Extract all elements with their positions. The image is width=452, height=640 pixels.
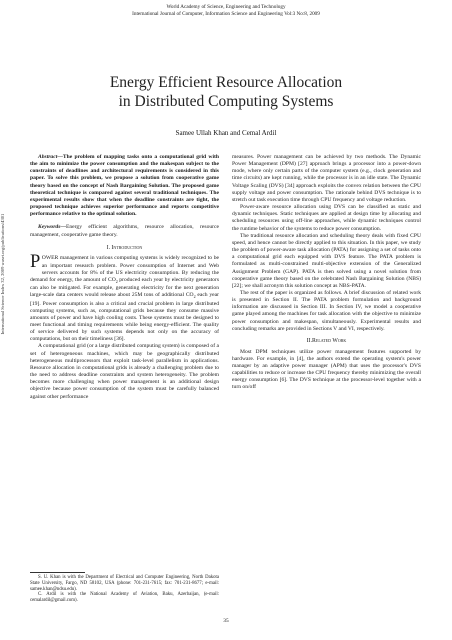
title-line-1: Energy Efficient Resource Allocation bbox=[109, 74, 343, 91]
footnote-2: C. Ardil is with the National Academy of Aviation, Baku, Azerbaijan, (e-mail: cemalardil@gmail.com). bbox=[30, 592, 219, 604]
keywords-label: Keywords bbox=[38, 224, 61, 231]
intro-paragraph-2: A computational grid (or a large distributed computing system) is composed of a set of heterogeneous machines, which may be geographically distributed heterogeneous multiprocessors that exploit task-level parallelism in applications. Resource allocation in computational grids is already a challenging problem due to the need to address deadline constraints and system heterogeneity. The problem becomes more challenging when power management is an additional design objective because power consumption of the system must be carefully balanced against other performance bbox=[30, 343, 219, 400]
keywords-text: Energy efficient algorithms, resource allocation, resource management, cooperative game theory. bbox=[30, 224, 219, 238]
footnote-1: S. U. Khan is with the Department of Electrical and Computer Engineering, North Dakota State University, Fargo, ND 58102, USA (phone: 701-231-7615; fax: 701-231-8677; e-mail: samee.khan@ndsu.edu). bbox=[30, 575, 219, 592]
abstract-label: Abstract bbox=[38, 154, 58, 160]
header-line-1: World Academy of Science, Engineering and Technology bbox=[166, 4, 286, 10]
section-heading-related-work: II.Related Work bbox=[306, 337, 347, 344]
right-column bbox=[232, 154, 421, 392]
keywords: Keywords—Energy efficient algorithms, resource allocation, resource management, cooperative game theory. bbox=[30, 224, 219, 238]
abstract: Abstract—The problem of mapping tasks onto a computational grid with the aim to minimize the power consumption and the makespan subject to the constraints of deadlines and architectural requirements is considered in this paper. To solve this problem, we propose a solution from cooperative game theory based on the concept of Nash Bargaining Solution. The proposed game theoretical technique is compared against several traditional techniques. The experimental results show that when the deadline constraints are tight, the proposed technique achieves superior performance and reports competitive performance relative to the optimal solution. bbox=[30, 154, 219, 218]
right-paragraph-2: Power-aware resource allocation using DVS can be classified as static and dynamic techniques. Static techniques are applied at design time by allocating and scheduling resources using off-line approaches, while dynamic techniques control the runtime behavior of the systems to reduce power consumption. bbox=[232, 204, 421, 232]
drop-cap: P bbox=[30, 252, 41, 273]
abstract-text: The problem of mapping tasks onto a computational grid with the aim to minimize the power consumption and the makespan subject to the constraints of deadlines and architectural requirements is considered in this paper. To solve this problem, we propose a solution from cooperative game theory based on the concept of Nash Bargaining Solution. The proposed game theoretical technique is compared against several traditional techniques. The experimental results show that when the deadline constraints are tight, the proposed technique achieves superior performance and reports competitive performance relative to the optimal solution. bbox=[30, 154, 219, 218]
journal-header bbox=[0, 4, 452, 18]
sidebar-index: International Science Index 32, 2009 waset.org/publications/4301 bbox=[0, 213, 5, 335]
right-paragraph-1: measures. Power management can be achieved by two methods. The Dynamic Power Management (DPM) [27] approach brings a processor into a power-down mode, where only certain parts of the computer system (e.g., clock generation and time circuits) are kept running, while the processor is in an idle state. The Dynamic Voltage Scaling (DVS) [34] approach exploits the convex relation between the CPU supply voltage and power consumption. The rationale behind DVS technique is to stretch out task execution time through CPU frequency and voltage reduction. bbox=[232, 154, 421, 203]
footnote-rule bbox=[30, 572, 85, 573]
right-paragraph-3: The traditional resource allocation and scheduling theory deals with fixed CPU speed, and hence cannot be directly applied to this situation. In this paper, we study the problem of power-aware task allocation (PATA) for assigning a set of tasks onto a computational grid each equipped with DVS feature. The PATA problem is formulated as multi-constrained multi-objective extension of the Generalized Assignment Problem (GAP). PATA is then solved using a novel solution from cooperative game theory based on the celebrated Nash Bargaining Solution (NBS) [22]; we shall acronym this solution concept as NBS-PATA. bbox=[232, 232, 421, 289]
paper-title bbox=[40, 73, 412, 111]
title-line-2: in Distributed Computing Systems bbox=[118, 93, 334, 110]
intro-paragraph-1: POWER management in various computing systems is widely recognized to be an important research problem. Power consumption of Internet and Web servers accounts for 8% of the US electricity consumption. By reducing the demand for energy, the amount of $CO_2$ produced each year by electricity generators can also be mitigated. For example, generating electricity for the next generation large-scale data centers would release about 25M tons of additional $CO_2$ each year [19]. Power consumption is also a critical and crucial problem in large distributed computing systems, such as, computational grids because they consume massive amounts of power and have high cooling costs. These systems must be designed to meet functional and timing requirements while being energy-efficient. The quality of service delivered by such systems depends not only on the accuracy of computations, but on their timeliness [36]. bbox=[30, 252, 220, 343]
authors: Samee Ullah Khan and Cemal Ardil bbox=[175, 129, 277, 137]
page-number: 35 bbox=[223, 618, 229, 624]
footnotes bbox=[30, 572, 219, 604]
right-paragraph-5: Most DPM techniques utilize power management features supported by hardware. For example, in [4], the authors extend the operating system's power manager by an adaptive power manager (APM) that uses the processor's DVS capabilities to reduce or increase the CPU frequency thereby minimizing the overall energy consumption [6]. The DVS technique at the processor-level together with a turn on/off bbox=[232, 348, 421, 391]
section-heading-introduction: I. Introduction bbox=[106, 244, 143, 251]
right-paragraph-4: The rest of the paper is organized as follows. A brief discussion of related work is presented in Section II. The PATA problem formulation and background information are discussed in Section III. In Section IV, we model a cooperative game played among the machines for task allocation with the objective to minimize power consumption and makespan, simultaneously. Experimental results and concluding remarks are provided in Sections V and VI, respectively. bbox=[232, 289, 421, 332]
header-line-2: International Journal of Computer, Information Science and Engineering Vol:3 No:8, 2009 bbox=[132, 11, 320, 17]
left-column bbox=[30, 154, 219, 401]
